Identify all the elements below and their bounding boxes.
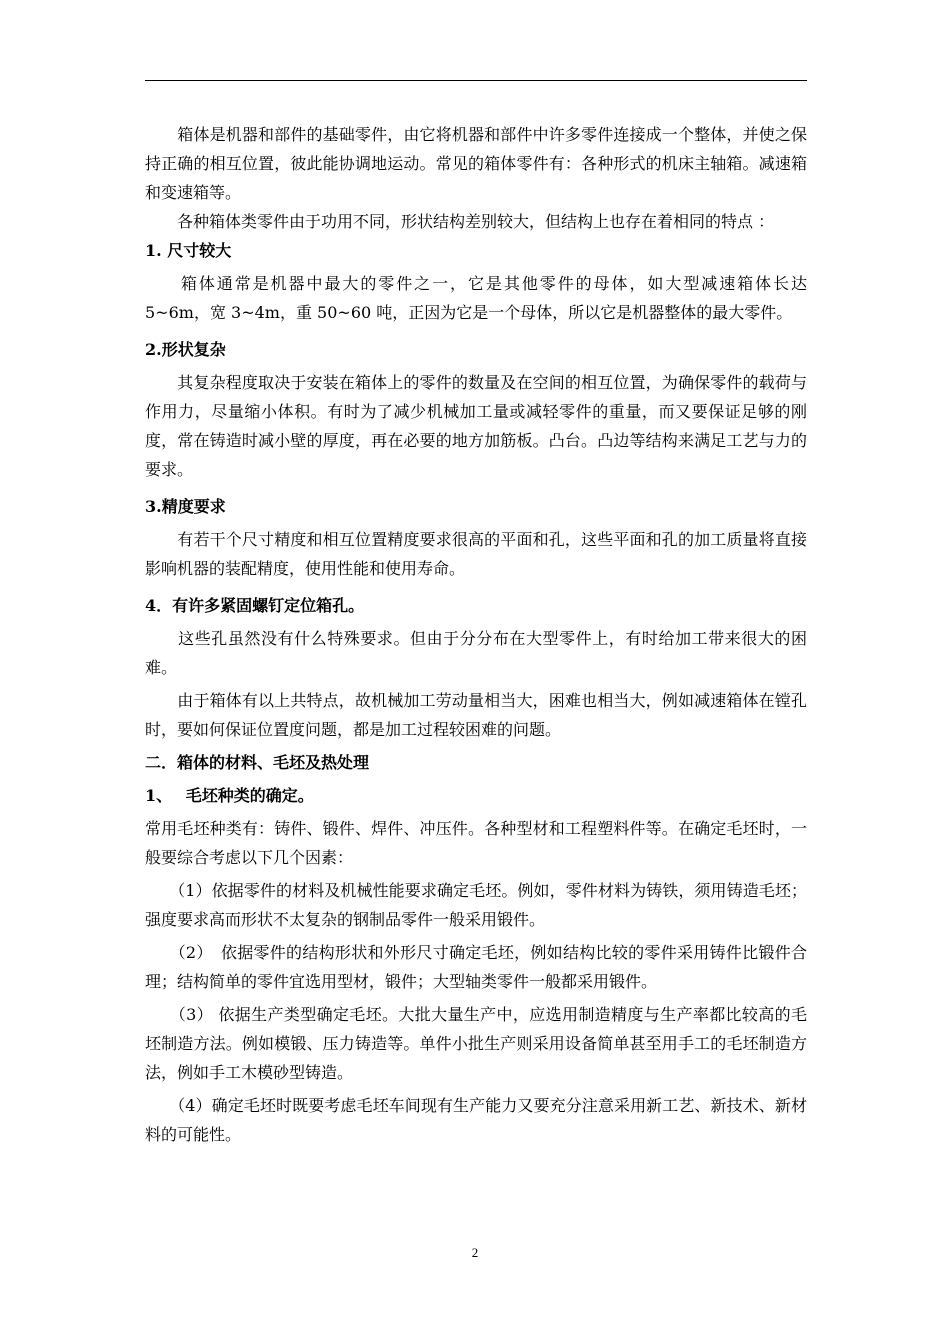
heading-precision: 3.精度要求 [145,497,226,516]
header-rule [145,80,807,81]
paragraph-intro-1: 箱体是机器和部件的基础零件，由它将机器和部件中许多零件连接成一个整体，并使之保持正确的相互位置，彼此能协调地运动。常见的箱体零件有：各种形式的机床主轴箱。减速箱和变速箱等。 [145,125,807,202]
paragraph-factor-1: （1）依据零件的材料及机械性能要求确定毛坯。例如，零件材料为铸铁，须用铸造毛坯；强度要求高而形状不太复杂的钢制品零件一般采用锻件。 [145,881,807,929]
heading-shape: 2.形状复杂 [145,340,226,359]
paragraph-precision: 有若干个尺寸精度和相互位置精度要求很高的平面和孔，这些平面和孔的加工质量将直接影响机器的装配精度，使用性能和使用寿命。 [145,530,807,578]
paragraph-factor-3: （3） 依据生产类型确定毛坯。大批大量生产中，应选用制造精度与生产率都比较高的毛坯制造方法。例如模锻、压力铸造等。单件小批生产则采用设备简单甚至用手工的毛坯制造方法，例如手工木模砂型铸造。 [145,1005,807,1082]
paragraph-summary: 由于箱体有以上共特点，故机械加工劳动量相当大，困难也相当大，例如减速箱体在镗孔时，要如何保证位置度问题，都是加工过程较困难的问题。 [145,691,807,739]
paragraph-intro-2: 各种箱体类零件由于功用不同，形状结构差别较大，但结构上也存在着相同的特点 ： [145,212,775,231]
paragraph-size: 箱体通常是机器中最大的零件之一，它是其他零件的母体，如大型减速箱体长达 5~6m，宽 3~4m，重 50~60 吨，正因为它是一个母体，所以它是机器整体的最大零件。 [145,274,807,322]
heading-size: 1. 尺寸较大 [145,241,232,260]
paragraph-shape: 其复杂程度取决于安装在箱体上的零件的数量及在空间的相互位置，为确保零件的载荷与作用力，尽量缩小体积。有时为了减少机械加工量或减轻零件的重量，而又要保证足够的刚度，常在铸造时减小壁的厚度，再在必要的地方加筋板。凸台。凸边等结构来满足工艺与力的要求。 [145,373,807,479]
paragraph-blank-types: 常用毛坯种类有：铸件、锻件、焊件、冲压件。各种型材和工程塑料件等。在确定毛坯时，一般要综合考虑以下几个因素： [145,819,807,867]
paragraph-factor-4: （4）确定毛坯时既要考虑毛坯车间现有生产能力又要充分注意采用新工艺、新技术、新材料的可能性。 [145,1096,807,1144]
document-body [145,120,807,1149]
heading-section-two: 二．箱体的材料、毛坯及热处理 [145,753,370,772]
heading-blank-type: 1、 毛坯种类的确定。 [145,786,314,805]
paragraph-factor-2: （2） 依据零件的结构形状和外形尺寸确定毛坯，例如结构比较的零件采用铸件比锻件合理；结构简单的零件宜选用型材，锻件；大型轴类零件一般都采用锻件。 [145,943,807,991]
heading-holes: 4．有许多紧固螺钉定位箱孔。 [145,596,365,615]
paragraph-holes: 这些孔虽然没有什么特殊要求。但由于分分布在大型零件上，有时给加工带来很大的困难。 [145,629,807,677]
page-number: 2 [471,1245,479,1260]
